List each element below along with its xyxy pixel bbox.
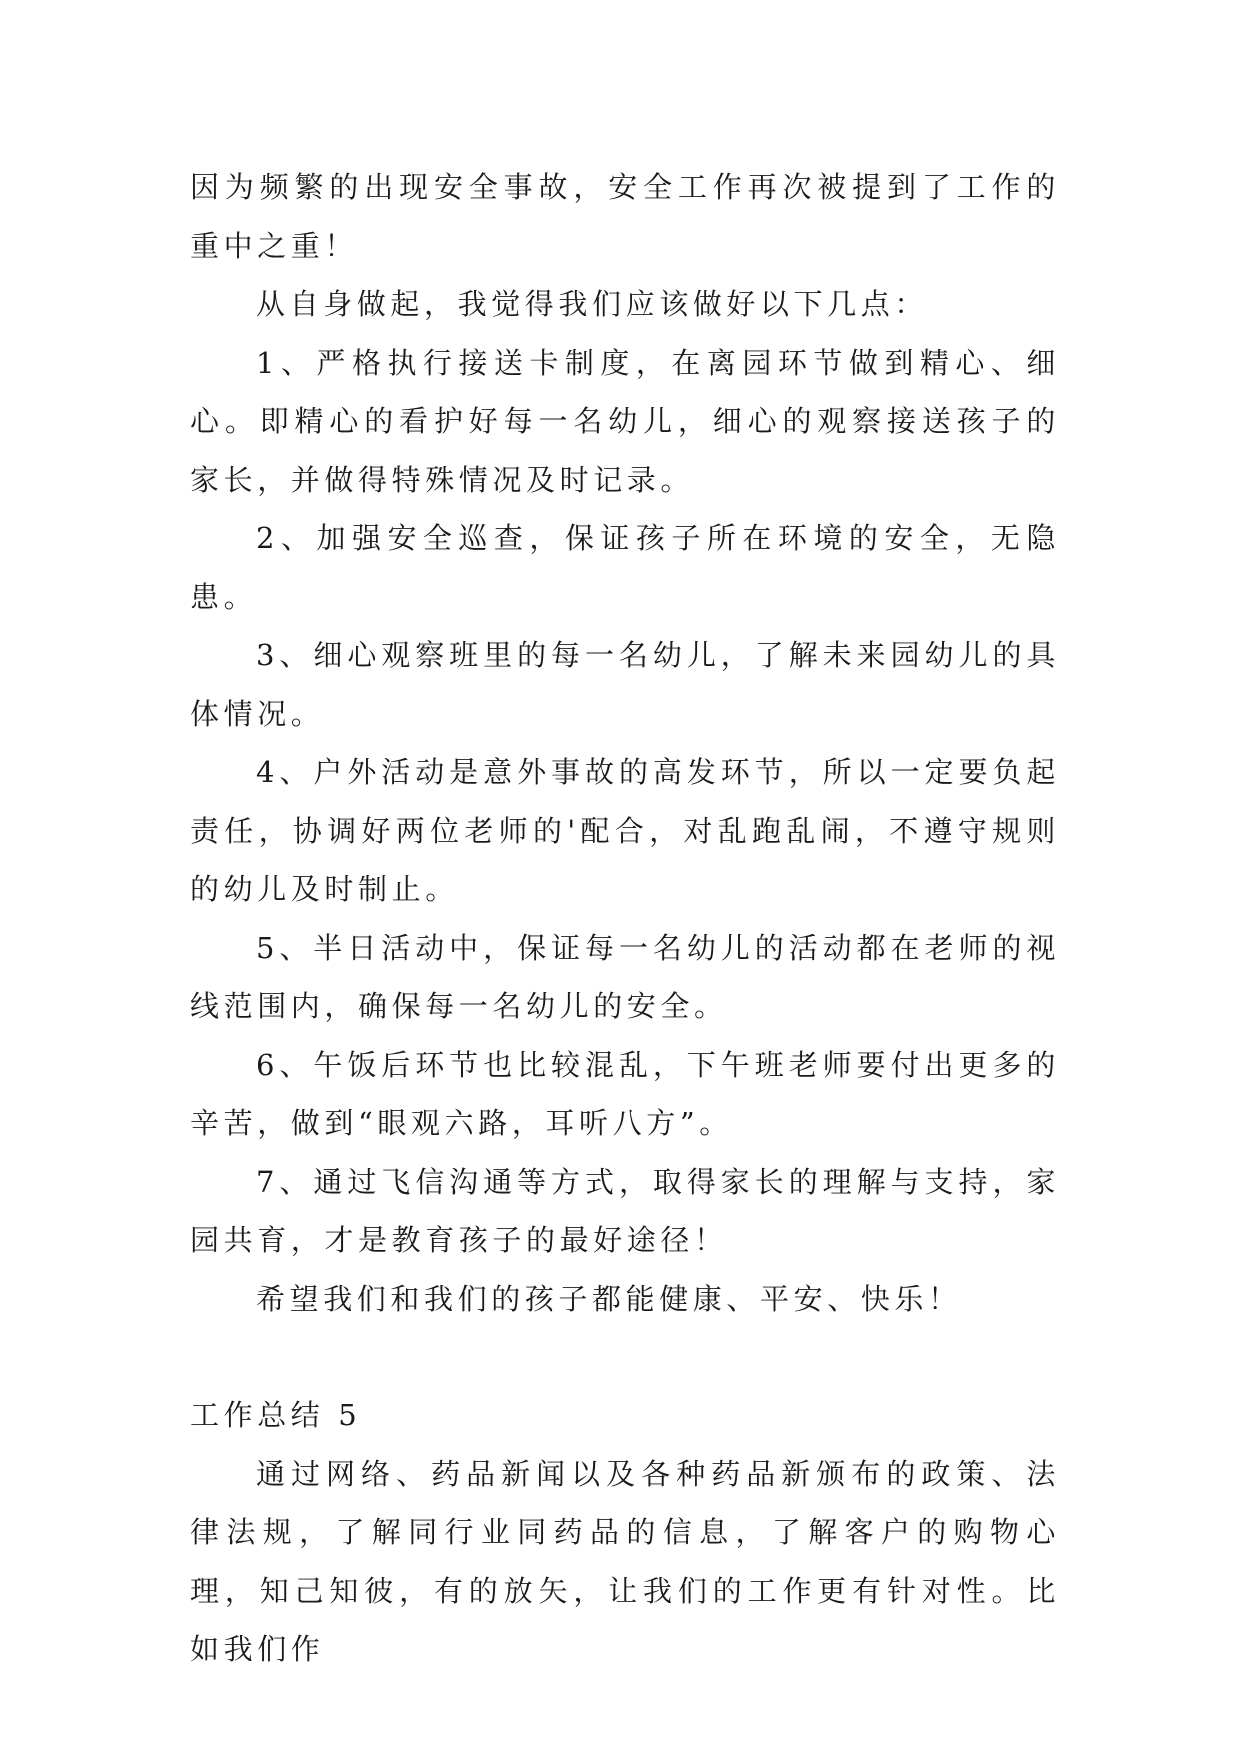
paragraph-work-summary: 通过网络、药品新闻以及各种药品新颁布的政策、法律法规，了解同行业同药品的信息，了解客户的购物心理，知己知彼，有的放矢，让我们的工作更有针对性。比如我们作 [190,1456,1060,1666]
list-item-7: 7、通过飞信沟通等方式，取得家长的理解与支持，家园共育，才是教育孩子的最好途径！ [190,1164,1060,1257]
paragraph-safety-intro: 因为频繁的出现安全事故，安全工作再次被提到了工作的重中之重！ [190,170,1060,263]
list-item-2: 2、加强安全巡查，保证孩子所在环境的安全，无隐患。 [190,521,1060,614]
list-item-5: 5、半日活动中，保证每一名幼儿的活动都在老师的视线范围内，确保每一名幼儿的安全。 [190,930,1060,1023]
paragraph-self-start: 从自身做起，我觉得我们应该做好以下几点： [256,287,929,321]
document-body [190,158,1060,1679]
list-item-6: 6、午饭后环节也比较混乱，下午班老师要付出更多的辛苦，做到“眼观六路，耳听八方”。 [190,1047,1060,1140]
list-item-4: 4、户外活动是意外事故的高发环节，所以一定要负起责任，协调好两位老师的'配合，对乱跑乱闹，不遵守规则的幼儿及时制止。 [190,755,1060,906]
list-item-3: 3、细心观察班里的每一名幼儿，了解未来园幼儿的具体情况。 [190,638,1060,731]
paragraph-wish: 希望我们和我们的孩子都能健康、平安、快乐！ [256,1281,962,1316]
section-heading: 工作总结 5 [190,1398,362,1432]
list-item-1: 1、严格执行接送卡制度，在离园环节做到精心、细心。即精心的看护好每一名幼儿，细心的观察接送孩子的家长，并做得特殊情况及时记录。 [190,345,1060,497]
